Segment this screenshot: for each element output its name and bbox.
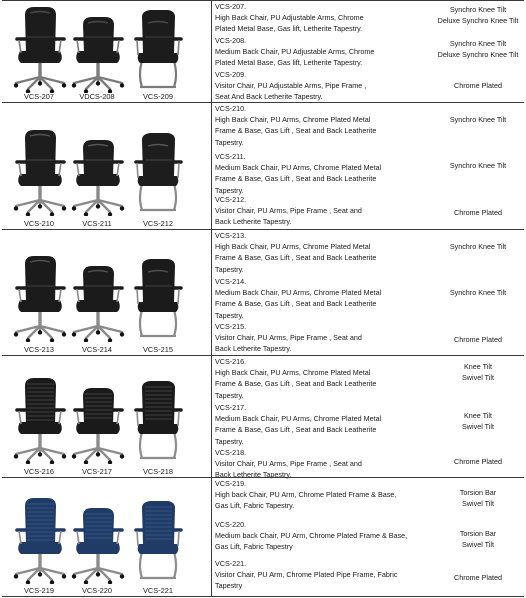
description-line: Frame & Base, Gas Lift , Seat and Back Leatherite <box>215 174 377 184</box>
description-line: Tapestry. <box>215 390 244 400</box>
visitor-chair-image <box>128 374 188 464</box>
description-line: Frame & Base, Gas Lift , Seat and Back Leatherite <box>215 379 377 389</box>
product-description <box>215 276 430 321</box>
mechanism-line: Torsion Bar <box>459 529 497 538</box>
chair-photo <box>128 374 188 466</box>
model-code-label: VCS-207 <box>24 92 54 101</box>
model-code-label: VCS-215 <box>143 345 173 354</box>
description-cell <box>215 103 430 230</box>
mechanism-line: Swivel Tilt <box>462 422 494 431</box>
description-code: VCS-214. <box>215 277 247 286</box>
description-line: Back Letherite Tapestry. <box>215 344 292 354</box>
chair-photo <box>10 3 70 95</box>
visitor-chair-image <box>128 252 188 342</box>
description-line: Tapestry. <box>215 137 244 147</box>
mechanism-spec <box>432 207 524 218</box>
description-line: Back Letherite Tapestry. <box>215 470 292 480</box>
description-line: Gas Lift, Fabric Tapestry. <box>215 501 295 511</box>
mechanism-spec <box>432 80 524 91</box>
description-code: VCS-210. <box>215 104 247 113</box>
product-row <box>2 0 524 102</box>
product-description <box>215 103 430 148</box>
description-line: High Back Chair, PU Arms, Chrome Plated Metal <box>215 242 371 252</box>
chair-photo <box>128 3 188 95</box>
mechanism-cell <box>432 103 524 230</box>
chair-photo <box>10 126 70 218</box>
description-code: VCS-215. <box>215 322 247 331</box>
chair-photo <box>68 126 128 218</box>
medium-chair-image <box>68 374 128 464</box>
description-code: VCS-207. <box>215 2 247 11</box>
high-chair-image <box>10 252 70 342</box>
product-row <box>2 102 524 229</box>
mechanism-cell <box>432 230 524 356</box>
product-description <box>215 321 430 355</box>
description-code: VCS-217. <box>215 403 247 412</box>
description-line: Visitor Chair, PU Arm, Chrome Plated Pipe Frame, Fabric <box>215 570 398 580</box>
chair-photo <box>10 374 70 466</box>
model-code-label: VCS-219 <box>24 586 54 595</box>
description-code: VCS-208. <box>215 36 247 45</box>
description-line: Tapestry. <box>215 264 244 274</box>
mechanism-line: Knee Tilt <box>464 362 492 371</box>
mechanism-line: Synchro Knee Tilt <box>449 39 507 48</box>
mechanism-spec <box>432 38 524 60</box>
product-description <box>215 1 430 35</box>
description-line: Visitor Chair, PU Adjustable Arms, Pipe Frame , <box>215 81 367 91</box>
chair-photo <box>128 126 188 218</box>
product-description <box>215 151 430 196</box>
chair-photo <box>68 374 128 466</box>
model-code-label: VCS-216 <box>24 467 54 476</box>
product-description <box>215 558 430 592</box>
product-description <box>215 478 430 512</box>
mechanism-spec <box>432 487 524 509</box>
description-code: VCS-221. <box>215 559 247 568</box>
mechanism-spec <box>432 361 524 383</box>
medium-chair-image <box>68 252 128 342</box>
model-code-label: VCS-218 <box>143 467 173 476</box>
product-images-cell <box>2 103 212 229</box>
visitor-chair-image <box>128 3 188 93</box>
description-line: Frame & Base, Gas Lift , Seat and Back Leatherite <box>215 253 377 263</box>
mechanism-line: Synchro Knee Tilt <box>449 115 507 124</box>
chair-photo <box>10 494 70 586</box>
description-line: Medium Back Chair, PU Adjustable Arms, Chrome <box>215 47 375 57</box>
description-line: Back Letherite Tapestry. <box>215 217 292 227</box>
medium-chair-image <box>68 3 128 93</box>
high-chair-image <box>10 126 70 216</box>
description-code: VCS-212. <box>215 195 247 204</box>
chair-photo <box>10 252 70 344</box>
chair-photo <box>68 252 128 344</box>
description-line: Visitor Chair, PU Arms, Pipe Frame , Seat and <box>215 459 362 469</box>
model-code-label: VCS-214 <box>82 345 112 354</box>
mechanism-line: Synchro Knee Tilt <box>449 161 507 170</box>
high-chair-image <box>10 374 70 464</box>
mechanism-spec <box>432 114 524 125</box>
product-row <box>2 229 524 355</box>
mechanism-spec <box>432 241 524 252</box>
medium-chair-image <box>68 494 128 584</box>
model-code-label: VCS-210 <box>24 219 54 228</box>
model-code-label: VCS-213 <box>24 345 54 354</box>
description-line: Medium Back Chair, PU Arms, Chrome Plated Metal <box>215 163 382 173</box>
description-line: Frame & Base, Gas Lift , Seat and Back Leatherite <box>215 299 377 309</box>
medium-chair-image <box>68 126 128 216</box>
model-code-label: VCS-212 <box>143 219 173 228</box>
product-description <box>215 69 430 103</box>
product-images-cell <box>2 478 212 596</box>
description-line: Visitor Chair, PU Arms, Pipe Frame , Seat and <box>215 333 362 343</box>
mechanism-line: Synchro Knee Tilt <box>449 5 507 14</box>
model-code-label: VCS-221 <box>143 586 173 595</box>
description-line: Frame & Base, Gas Lift , Seat and Back Leatherite <box>215 425 377 435</box>
description-line: Gas Lift, Fabric Tapestry <box>215 542 293 552</box>
high-chair-image <box>10 3 70 93</box>
model-code-label: VCS-217 <box>82 467 112 476</box>
description-line: Medium Back Chair, PU Arms, Chrome Plated Metal <box>215 414 382 424</box>
description-cell <box>215 230 430 356</box>
chair-photo <box>68 3 128 95</box>
mechanism-spec <box>432 287 524 298</box>
mechanism-cell <box>432 478 524 598</box>
description-cell <box>215 478 430 598</box>
description-line: Frame & Base, Gas Lift , Seat and Back Leatherite <box>215 126 377 136</box>
mechanism-spec <box>432 4 524 26</box>
description-cell <box>215 1 430 103</box>
chair-photo <box>128 252 188 344</box>
product-images-cell <box>2 1 212 102</box>
description-line: Medium back Chair, PU Arm, Chrome Plated Frame & Base, <box>215 531 408 541</box>
mechanism-line: Torsion Bar <box>459 488 497 497</box>
mechanism-spec <box>432 528 524 550</box>
product-description <box>215 402 430 447</box>
model-code-label: VCS-211 <box>82 219 112 228</box>
mechanism-line: Chrome Plated <box>454 457 502 466</box>
mechanism-line: Synchro Knee Tilt <box>449 242 507 251</box>
mechanism-line: Deluxe Synchro Knee Tilt <box>437 16 519 25</box>
description-line: High Back Chair, PU Arms, Chrome Plated Metal <box>215 115 371 125</box>
product-description <box>215 447 430 481</box>
description-line: Tapestry. <box>215 436 244 446</box>
model-code-label: VCS-209 <box>143 92 173 101</box>
chair-photo <box>68 494 128 586</box>
chair-photo <box>128 494 188 586</box>
high-chair-image <box>10 494 70 584</box>
description-code: VCS-213. <box>215 231 247 240</box>
mechanism-spec <box>432 456 524 467</box>
mechanism-spec <box>432 410 524 432</box>
description-line: Seat And Back Letherite Tapestry. <box>215 92 323 102</box>
description-code: VCS-219. <box>215 479 247 488</box>
mechanism-line: Chrome Plated <box>454 335 502 344</box>
mechanism-line: Chrome Plated <box>454 208 502 217</box>
description-code: VCS-209. <box>215 70 247 79</box>
model-code-label: VCS-220 <box>82 586 112 595</box>
description-line: Plated Metal Base, Gas lift, Letherite Tapestry. <box>215 24 363 34</box>
product-row <box>2 477 524 597</box>
product-description <box>215 230 430 275</box>
description-line: Plated Metal Base, Gas lift, Letherite Tapestry. <box>215 58 363 68</box>
description-line: Tapestry <box>215 581 243 591</box>
description-line: Visitor Chair, PU Arms, Pipe Frame , Seat and <box>215 206 362 216</box>
mechanism-cell <box>432 1 524 103</box>
product-images-cell <box>2 356 212 477</box>
description-code: VCS-220. <box>215 520 247 529</box>
mechanism-line: Swivel Tilt <box>462 540 494 549</box>
mechanism-line: Deluxe Synchro Knee Tilt <box>437 50 519 59</box>
product-row <box>2 355 524 480</box>
mechanism-spec <box>432 160 524 171</box>
description-line: High Back Chair, PU Arms, Chrome Plated Metal <box>215 368 371 378</box>
description-code: VCS-218. <box>215 448 247 457</box>
description-line: High Back Chair, PU Adjustable Arms, Chrome <box>215 13 364 23</box>
description-line: Medium Back Chair, PU Arms, Chrome Plated Metal <box>215 288 382 298</box>
mechanism-line: Swivel Tilt <box>462 373 494 382</box>
description-line: Tapestry. <box>215 310 244 320</box>
description-cell <box>215 356 430 478</box>
visitor-chair-image <box>128 126 188 216</box>
description-line: High back Chair, PU Arm, Chrome Plated Frame & Base, <box>215 490 397 500</box>
mechanism-line: Swivel Tilt <box>462 499 494 508</box>
visitor-chair-image <box>128 494 188 584</box>
product-description <box>215 356 430 401</box>
product-description <box>215 194 430 228</box>
mechanism-cell <box>432 356 524 478</box>
model-code-label: VDCS-208 <box>79 92 115 101</box>
product-description <box>215 35 430 69</box>
description-line: Tapestry. <box>215 185 244 195</box>
mechanism-line: Chrome Plated <box>454 81 502 90</box>
product-description <box>215 519 430 553</box>
product-images-cell <box>2 230 212 355</box>
description-code: VCS-216. <box>215 357 247 366</box>
mechanism-line: Synchro Knee Tilt <box>449 288 507 297</box>
mechanism-spec <box>432 334 524 345</box>
description-code: VCS-211. <box>215 152 246 161</box>
mechanism-line: Chrome Plated <box>454 573 502 582</box>
mechanism-spec <box>432 572 524 583</box>
mechanism-line: Knee Tilt <box>464 411 492 420</box>
